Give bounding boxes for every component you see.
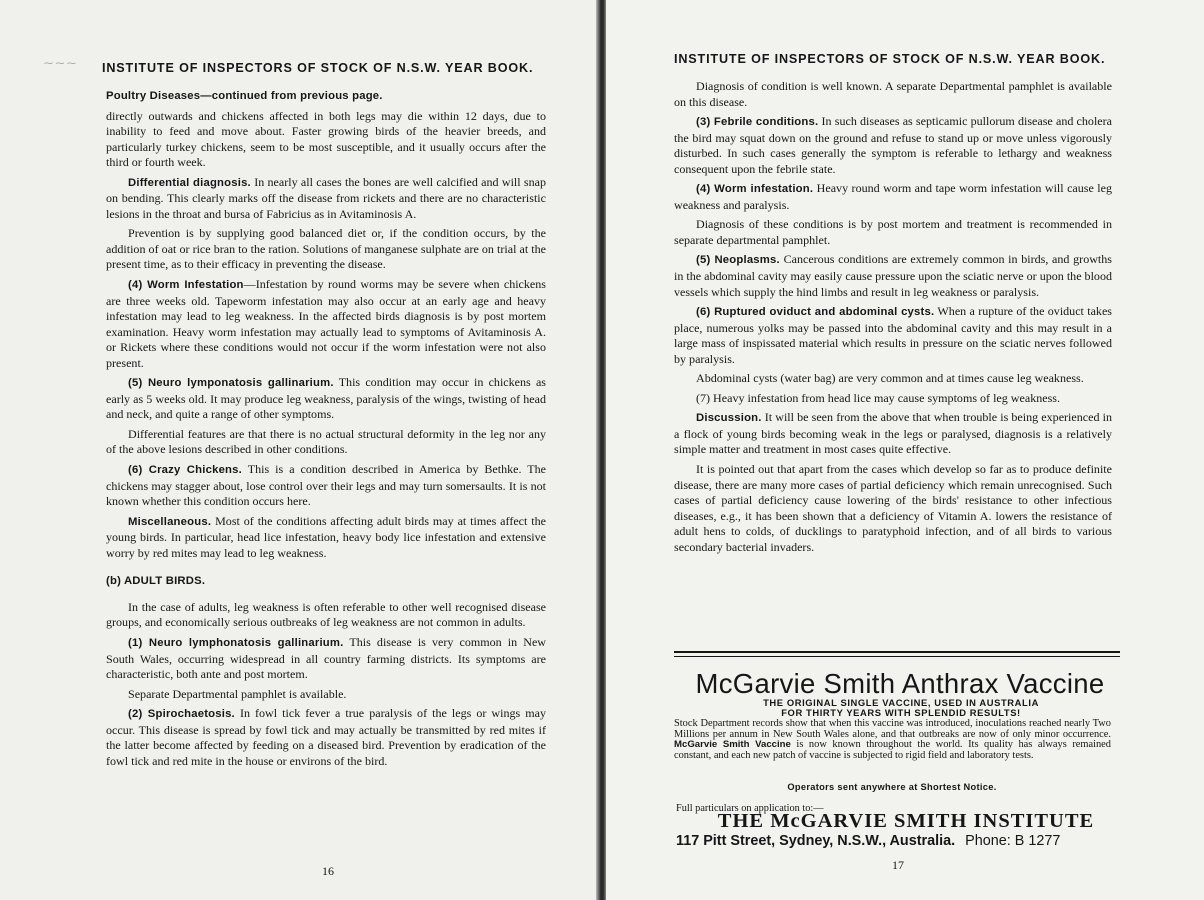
paragraph-text: Heavy round worm and tape worm infestation will cause leg weakness and paralysis.	[674, 181, 1112, 212]
paragraph	[106, 427, 546, 458]
paragraph-heading: Poultry Diseases—continued from previous page.	[106, 90, 383, 102]
left-page-body	[106, 88, 546, 773]
paragraph	[106, 277, 546, 371]
paragraph	[674, 462, 1112, 555]
bleed-through-mark: ⁓ ⁓ ⁓	[44, 58, 77, 68]
paragraph	[106, 462, 546, 510]
paragraph	[674, 410, 1112, 458]
paragraph-heading: (5) Neoplasms.	[696, 254, 780, 267]
paragraph-text: Most of the conditions affecting adult birds may at times affect the young birds. In particular, head lice infestation, heavy body lice infestation and extensive worry by red mites may lead to leg weakness.	[106, 513, 546, 560]
paragraph-heading: (4) Worm infestation.	[696, 183, 814, 196]
paragraph	[674, 391, 1112, 407]
ad-body-part2: is now known throughout the world. Its quality has always remained constant, and each new patch of vaccine is subjected to rigid field and laboratory tests.	[674, 739, 1111, 762]
paragraph-text: It will be seen from the above that when trouble is being experienced in a flock of young birds becoming weak in the legs or paralysed, diagnosis is a relatively simple matter and treatment in most cases quite effective.	[674, 410, 1112, 457]
paragraph	[106, 375, 546, 423]
right-page-header: INSTITUTE OF INSPECTORS OF STOCK OF N.S.W. YEAR BOOK.	[674, 52, 1106, 66]
paragraph-text: Diagnosis of condition is well known. A separate Departmental pamphlet is available on this disease.	[674, 79, 1112, 109]
paragraph-heading: (5) Neuro lymponatosis gallinarium.	[128, 377, 334, 390]
paragraph-heading: Discussion.	[696, 412, 762, 425]
paragraph	[106, 706, 546, 769]
paragraph-heading: (b) ADULT BIRDS.	[106, 575, 206, 588]
paragraph	[106, 175, 546, 223]
paragraph-heading: (1) Neuro lymphonatosis gallinarium.	[128, 636, 344, 649]
paragraph-heading: (3) Febrile conditions.	[696, 116, 819, 129]
paragraph	[674, 252, 1112, 300]
paragraph-heading: (4) Worm Infestation	[128, 279, 244, 292]
paragraph-text: —Infestation by round worms may be severe when chickens are three weeks old. Tapeworm infestation may also occur at an early age and heavy infestation may lead to leg weakness. In the affected birds diagnosis is by post mortem examination. Heavy worm infestation may actually lead to symptoms of Avitaminosis A. or Rickets where these conditions would not occur if the worm infestation were not also present.	[106, 277, 546, 370]
paragraph-text: It is pointed out that apart from the cases which develop so far as to produce definite disease, there are many more cases of partial deficiency which remain unrecognised. Such cases of partial deficiency cause lowering of the birds' resistance to other infectious diseases, e.g., it has been shown that a deficiency of Vitamin A. lowers the resistance of adult hens to colds, of ducklings to paratyphoid infection, and of all birds to various secondary bacterial invaders.	[674, 462, 1112, 554]
paragraph	[106, 687, 546, 703]
paragraph-text: This is a condition described in America by Bethke. The chickens may stagger about, lose control over their legs and may turn somersaults. It is not known whether this condition occurs here.	[106, 462, 546, 509]
ad-body-brand: McGarvie Smith Vaccine	[674, 739, 791, 751]
ad-top-rule	[674, 651, 1120, 653]
paragraph-text: In the case of adults, leg weakness is often referable to other well recognised disease groups, and economically serious outbreaks of leg weakness are not common in adults.	[106, 599, 546, 630]
paragraph-heading: (6) Crazy Chickens.	[128, 464, 242, 477]
paragraph-text: (7) Heavy infestation from head lice may cause symptoms of leg weakness.	[696, 390, 1060, 405]
paragraph	[674, 304, 1112, 367]
ad-tagline	[704, 698, 1098, 718]
paragraph-text: Differential features are that there is no actual structural deformity in the leg nor any of the above lesions described in other conditions.	[106, 426, 546, 457]
paragraph-text: directly outwards and chickens affected in both legs may die within 12 days, due to inability to feed and move about. Faster growing birds of the heavier breeds, and particularly turkey chickens, seem to be most susceptible, and it usually occurs after the third or fourth week.	[106, 108, 546, 170]
paragraph	[106, 109, 546, 171]
paragraph	[674, 217, 1112, 248]
paragraph	[106, 600, 546, 631]
paragraph-text: In fowl tick fever a true paralysis of the legs or wings may occur. This disease is spread by fowl tick and may actually be transmitted by red mites if the latter become affected by feeding on a diseased bird. Prevention by eradication of the fowl tick and red mite in the house or environs of the bird.	[106, 706, 546, 768]
ad-body-part1: Stock Department records show that when this vaccine was introduced, inoculations reached nearly Two Millions per annum in New South Wales alone, and that outbreaks are now of only minor occurrence.	[674, 718, 1111, 740]
left-page	[0, 0, 598, 900]
ad-operators-line: Operators sent anywhere at Shortest Notice.	[787, 782, 997, 792]
ad-tagline-line2: FOR THIRTY YEARS WITH SPLENDID RESULTS!	[781, 707, 1021, 718]
right-page	[606, 0, 1204, 900]
right-page-body	[674, 79, 1112, 559]
ad-body	[674, 719, 1111, 762]
paragraph	[674, 79, 1112, 110]
paragraph-text: Diagnosis of these conditions is by post mortem and treatment is recommended in separate departmental pamphlet.	[674, 217, 1112, 247]
ad-address: 117 Pitt Street, Sydney, N.S.W., Australia.	[676, 833, 956, 849]
ad-title: McGarvie Smith Anthrax Vaccine	[695, 668, 1105, 699]
left-page-number: 16	[322, 864, 334, 878]
paragraph-text: Prevention is by supplying good balanced diet or, if the condition occurs, by the addition of oat or rice bran to the ration. Solutions of manganese sulphate are on trial at the present time, as to their efficacy in preventing the disease.	[106, 226, 546, 272]
paragraph	[106, 88, 546, 105]
paragraph-heading: Differential diagnosis.	[128, 176, 251, 189]
paragraph	[674, 114, 1112, 177]
paragraph-heading: (6) Ruptured oviduct and abdominal cysts.	[696, 306, 935, 319]
paragraph	[106, 573, 546, 590]
paragraph-text: In such diseases as septicamic pullorum disease and cholera the bird may squat down on the ground and refuse to stand up or move unless vigorously disturbed. In such cases generally the symptom is referable to lethargy and weakness consequent upon the febrile state.	[674, 114, 1112, 176]
paragraph-text: In nearly all cases the bones are well calcified and will snap on bending. This clearly marks off the disease from rickets and there are no characteristic lesions in the throat and bursa of Fabricius as in Avitaminosis A.	[106, 174, 546, 221]
left-page-header: INSTITUTE OF INSPECTORS OF STOCK OF N.S.W. YEAR BOOK.	[102, 61, 534, 75]
ad-full-particulars: Full particulars on application to:—	[676, 803, 824, 814]
ad-institute-name: THE McGARVIE SMITH INSTITUTE	[717, 810, 1095, 832]
right-page-number: 17	[892, 858, 904, 872]
ad-top-rule-thin	[674, 656, 1120, 657]
paragraph-text: This disease is very common in New South Wales, occurring widespread in all country farming districts. Its symptoms are characteristic, both ante and post mortem.	[106, 634, 546, 682]
ad-phone: Phone: B 1277	[965, 833, 1061, 849]
paragraph	[106, 635, 546, 683]
paragraph-text: When a rupture of the oviduct takes place, numerous yolks may be passed into the abdominal cavity and this may result in a large mass of inspissated material which results in pressure on the sciatic nerves followed by paralysis.	[674, 304, 1112, 366]
paragraph-text: This condition may occur in chickens as early as 5 weeks old. It may produce leg weakness, paralysis of the wings, twisting of head and neck, and quite a range of other symptoms.	[106, 375, 546, 422]
paragraph-heading: Miscellaneous.	[128, 515, 212, 528]
paragraph-text: Cancerous conditions are extremely common in birds, and growths in the abdominal cavity may easily cause pressure upon the sciatic nerve or upon the blood vessels which supply the hind limbs and result in leg weakness or paralysis.	[674, 252, 1112, 299]
ad-tagline-line1: THE ORIGINAL SINGLE VACCINE, USED IN AUSTRALIA	[763, 697, 1039, 708]
paragraph	[674, 181, 1112, 213]
paragraph	[106, 226, 546, 273]
ad-address-line	[676, 833, 1060, 849]
paragraph	[674, 371, 1112, 387]
paragraph-text: Separate Departmental pamphlet is available.	[128, 686, 347, 701]
paragraph	[106, 514, 546, 562]
paragraph-text: Abdominal cysts (water bag) are very common and at times cause leg weakness.	[696, 371, 1084, 386]
paragraph-heading: (2) Spirochaetosis.	[128, 708, 235, 721]
